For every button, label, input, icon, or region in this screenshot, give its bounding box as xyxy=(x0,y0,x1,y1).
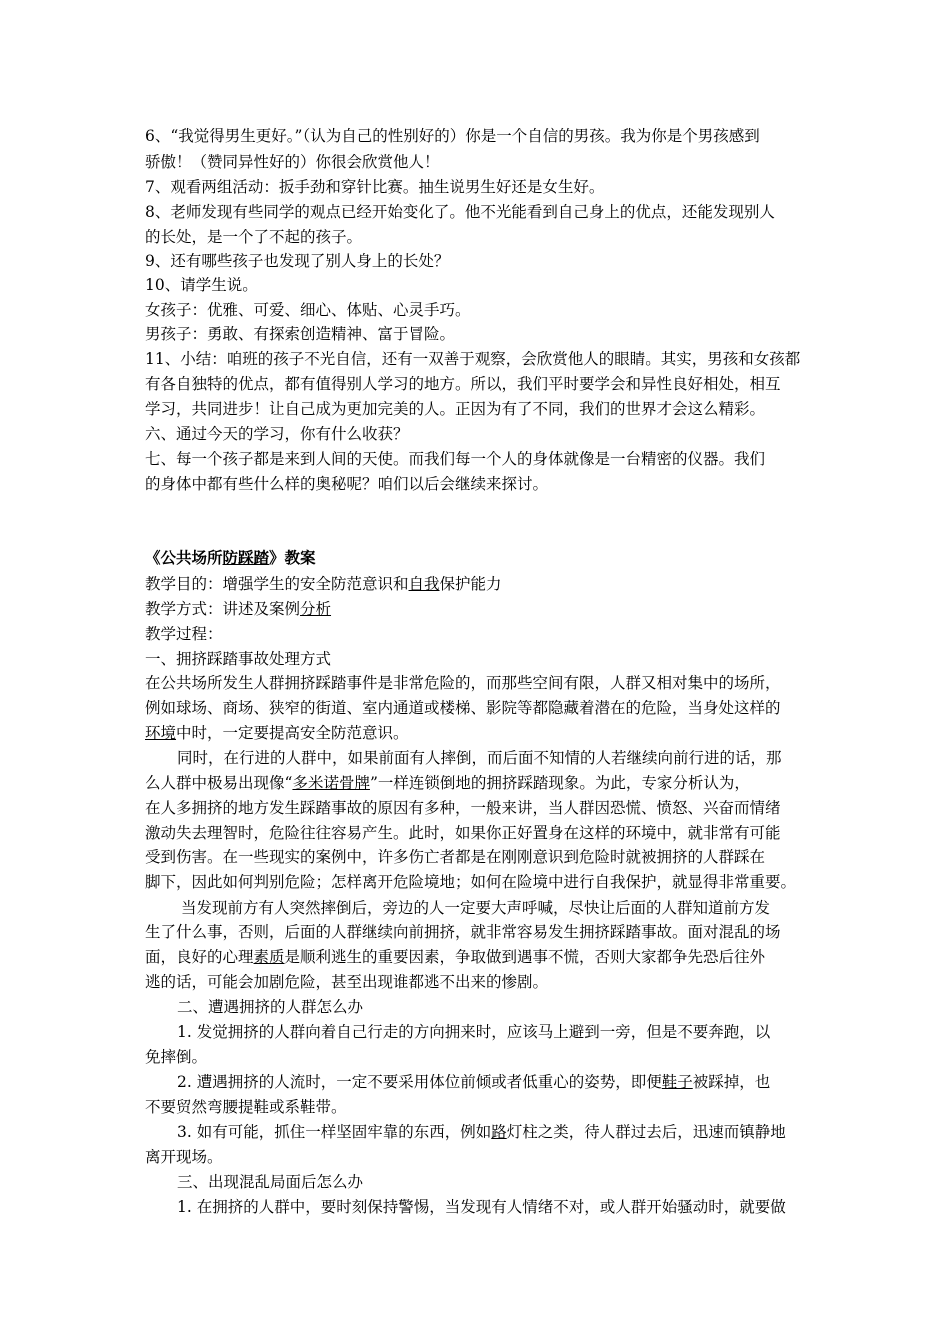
paragraph-line: 的长处，是一个了不起的孩子。 xyxy=(145,228,363,246)
paragraph-line: 免摔倒。 xyxy=(145,1048,208,1066)
method-link[interactable]: 分析 xyxy=(300,600,332,618)
list-item xyxy=(177,1070,825,1094)
teaching-method xyxy=(145,597,825,621)
paragraph-line: 六、通过今天的学习，你有什么收获？ xyxy=(145,425,409,443)
paragraph-line: 例如球场、商场、狭窄的街道、室内通道或楼梯、影院等都隐藏着潜在的危险，当身处这样的 xyxy=(145,699,781,717)
list-item: 1. 在拥挤的人群中，要时刻保持警惕，当发现有人情绪不对，或人群开始骚动时，就要做 xyxy=(177,1198,786,1216)
paragraph-text: 么人群中极易出现像“ xyxy=(145,774,293,792)
paragraph-text: 灯柱之类，待人群过去后，迅速而镇静地 xyxy=(506,1123,786,1141)
paragraph-text: 面，良好的心理 xyxy=(145,948,254,966)
paragraph-line: 男孩子：勇敢、有探索创造精神、富于冒险。 xyxy=(145,325,456,343)
list-item xyxy=(177,1120,825,1144)
paragraph-line: 生了什么事，否则，后面的人群继续向前拥挤，就非常容易发生拥挤踩踏事故。面对混乱的场 xyxy=(145,923,781,941)
paragraph-line: 9、还有哪些孩子也发现了别人身上的长处？ xyxy=(145,252,450,270)
paragraph-line: 7、观看两组活动：扳手劲和穿针比赛。抽生说男生好还是女生好。 xyxy=(145,178,605,196)
paragraph-line: 10、请学生说。 xyxy=(145,276,258,294)
document-title xyxy=(145,546,825,570)
paragraph-line: 离开现场。 xyxy=(145,1148,223,1166)
paragraph-line: 6、“我觉得男生更好。”（认为自己的性别好的）你是一个自信的男孩。我为你是个男孩感到 xyxy=(145,127,760,145)
paragraph-text: 是顺利逃生的重要因素，争取做到遇事不慌，否则大家都争先恐后往外 xyxy=(284,948,766,966)
section-heading-3: 三、出现混乱局面后怎么办 xyxy=(177,1173,364,1191)
paragraph-line: 受到伤害。在一些现实的案例中，许多伤亡者都是在刚刚意识到危险时就被拥挤的人群踩在 xyxy=(145,848,766,866)
paragraph-line: 在人多拥挤的地方发生踩踏事故的原因有多种，一般来讲，当人群因恐慌、愤怒、兴奋而情绪 xyxy=(145,799,781,817)
paragraph-line: 学习，共同进步！让自己成为更加完美的人。正因为有了不同，我们的世界才会这么精彩。 xyxy=(145,400,766,418)
title-prefix: 《公共场所 xyxy=(145,548,223,567)
paragraph-line: 逃的话，可能会加剧危险，甚至出现谁都逃不出来的惨剧。 xyxy=(145,973,549,991)
paragraph-text: 被踩掉，也 xyxy=(692,1073,771,1091)
paragraph-text: ”一样连锁倒地的拥挤踩踏现象。为此，专家分析认为， xyxy=(369,774,750,792)
goal-link[interactable]: 自我 xyxy=(408,575,440,593)
paragraph-text: 3. 如有可能，抓住一样坚固牢靠的东西，例如 xyxy=(177,1123,492,1141)
paragraph-line xyxy=(145,945,825,969)
paragraph-line: 在公共场所发生人群拥挤踩踏事件是非常危险的，而那些空间有限，人群又相对集中的场所， xyxy=(145,674,781,692)
paragraph-line: 七、每一个孩子都是来到人间的天使。而我们每一个人的身体就像是一台精密的仪器。我们 xyxy=(145,450,766,468)
list-item: 1. 发觉拥挤的人群向着自己行走的方向拥来时，应该马上避到一旁，但是不要奔跑，以 xyxy=(177,1023,771,1041)
paragraph-line: 当发现前方有人突然摔倒后，旁边的人一定要大声呼喊，尽快让后面的人群知道前方发 xyxy=(181,899,771,917)
method-text: 教学方式：讲述及案例 xyxy=(145,600,301,618)
title-suffix: 》教案 xyxy=(269,548,316,567)
environment-link[interactable]: 环境 xyxy=(145,724,177,742)
domino-link[interactable]: 多米诺骨牌 xyxy=(292,774,370,792)
paragraph-line: 不要贸然弯腰提鞋或系鞋带。 xyxy=(145,1098,347,1116)
section-heading-1: 一、拥挤踩踏事故处理方式 xyxy=(145,650,332,668)
paragraph-line xyxy=(145,721,825,745)
section-heading-2: 二、遭遇拥挤的人群怎么办 xyxy=(177,998,364,1016)
teaching-goal xyxy=(145,572,825,596)
paragraph-line: 8、老师发现有些同学的观点已经开始变化了。他不光能看到自己身上的优点，还能发现别人 xyxy=(145,203,775,221)
paragraph-line: 脚下，因此如何判别危险；怎样离开危险境地；如何在险境中进行自我保护，就显得非常重要。 xyxy=(145,873,797,891)
title-link[interactable]: 防踩踏 xyxy=(222,548,270,567)
paragraph-text: 2. 遭遇拥挤的人流时，一定不要采用体位前倾或者低重心的姿势，即便 xyxy=(177,1073,662,1091)
paragraph-line: 激动失去理智时，危险往往容易产生。此时，如果你正好置身在这样的环境中，就非常有可能 xyxy=(145,824,781,842)
goal-text: 教学目的：增强学生的安全防范意识和 xyxy=(145,575,409,593)
paragraph-line xyxy=(145,771,825,795)
goal-text-end: 保护能力 xyxy=(439,575,502,593)
teaching-process: 教学过程： xyxy=(145,625,223,643)
paragraph-line: 的身体中都有些什么样的奥秘呢？咱们以后会继续来探讨。 xyxy=(145,475,549,493)
paragraph-line: 有各自独特的优点，都有值得别人学习的地方。所以，我们平时要学会和异性良好相处，相互 xyxy=(145,375,781,393)
paragraph-line: 同时，在行进的人群中，如果前面有人摔倒，而后面不知情的人若继续向前行进的话，那 xyxy=(177,749,782,767)
paragraph-text: 中时，一定要提高安全防范意识。 xyxy=(176,724,409,742)
paragraph-line: 女孩子：优雅、可爱、细心、体贴、心灵手巧。 xyxy=(145,301,471,319)
quality-link[interactable]: 素质 xyxy=(253,948,285,966)
road-link[interactable]: 路 xyxy=(491,1123,507,1141)
shoes-link[interactable]: 鞋子 xyxy=(661,1073,693,1091)
paragraph-line: 骄傲！（赞同异性好的）你很会欣赏他人！ xyxy=(145,153,440,171)
paragraph-line: 11、小结：咱班的孩子不光自信，还有一双善于观察，会欣赏他人的眼睛。其实，男孩和女孩都 xyxy=(145,350,801,368)
